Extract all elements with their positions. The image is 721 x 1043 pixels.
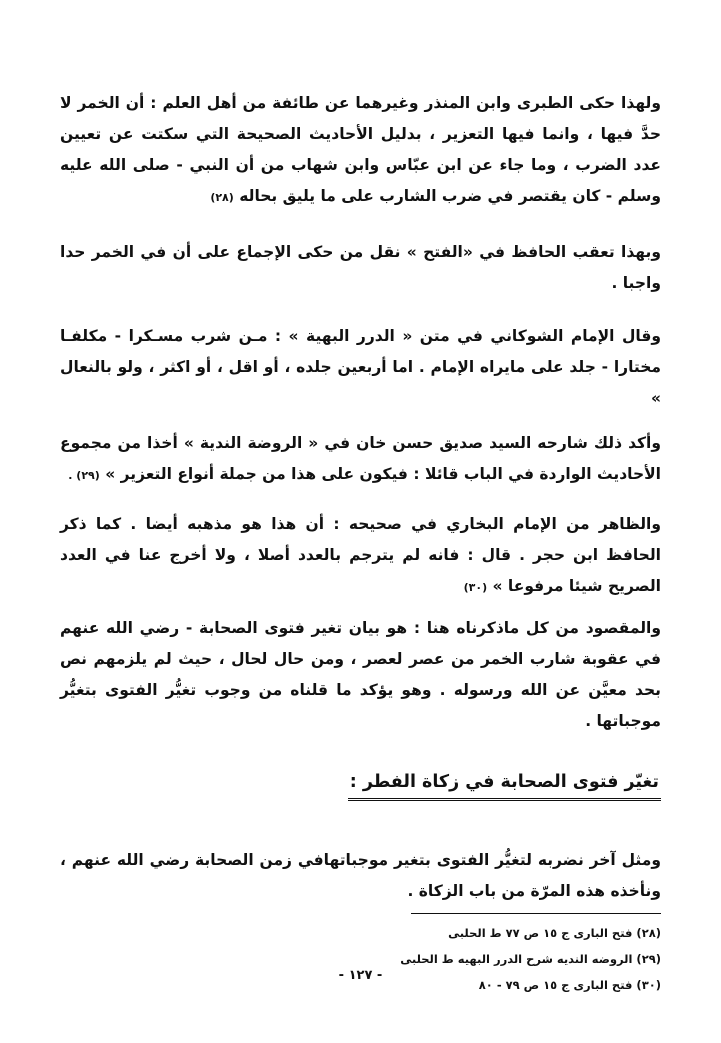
paragraph-no-hadd-opinion: ولهذا حكى الطبرى وابن المنذر وغيرهما عن طائفة من أهل العلم : أن الخمر لا حدَّ فيها ، وانما فيها التعزير ، بدليل الأحاديث الصحيحة التي سكتت عن تعيين عدد الضرب ، وما جاء عن ابن عبّاس وابن شهاب من أن النبي - صلى الله عليه وسلم - كان يقتصر في ضرب الشارب على ما يليق بحاله (٢٨) [60, 94, 661, 205]
footnote-28: (٢٨) فتح البارى ج ١٥ ص ٧٧ ط الحلبى [448, 926, 661, 940]
paragraph-shawkani: وقال الإمام الشوكاني في متن « الدرر البهية » : مـن شرب مسـكرا - مكلفـا مختارا - جلد على مايراه الإمام . اما أربعين جلده ، أو اقل ، أو اكثر ، ولو بالنعال » [60, 327, 661, 407]
footnote-29: (٢٩) الروضه النديه شرح الدرر البهيه ط الحلبى [400, 952, 661, 966]
paragraph-hafiz-fath: وبهذا تعقب الحافظ في «الفتح » نقل من حكى الإجماع على أن في الخمر حدا واجبا . [60, 243, 661, 292]
section-heading: تغيّر فتوى الصحابة في زكاة الفطر : [348, 767, 661, 801]
footnote-ref-28: (٢٨) [210, 191, 234, 204]
footnote-divider [411, 913, 661, 914]
paragraph-purpose: والمقصود من كل ماذكرناه هنا : هو بيان تغير فتوى الصحابة - رضي الله عنهم في عقوبة شارب الخمر من عصر لعصر ، ومن حال لحال ، حيث لم يلزمهم نص بحد معيَّن عن الله ورسوله . وهو يؤكد ما قلناه من وجوب تغيُّر الفتوى بتغيُّر موجباتها . [60, 619, 661, 730]
paragraph-bukhari: والظاهر من الإمام البخاري في صحيحه : أن هذا هو مذهبه أيضا . كما ذكر الحافظ ابن حجر . قال : فانه لم يترجم بالعدد أصلا ، ولا أخرج عنا في العدد الصريح شيئا مرفوعا » (٣٠) [60, 515, 661, 595]
footnote-ref-29: (٢٩) . [68, 469, 100, 482]
footnote-30: (٣٠) فتح البارى ج ١٥ ص ٧٩ - ٨٠ [478, 978, 661, 992]
footnote-ref-30: (٣٠) [463, 581, 488, 594]
page-number: - ١٢٧ - [338, 968, 383, 983]
footnotes-list [60, 920, 661, 998]
paragraph-siddiq-hasan-khan: وأكد ذلك شارحه السيد صديق حسن خان في « الروضة الندية » أخذا من مجموع الأحاديث الواردة في الباب قائلا : فيكون على هذا من جملة أنواع التعزير » (٢٩) . [60, 434, 661, 483]
section-heading-wrapper [60, 767, 661, 801]
paragraph-zakat-example: ومثل آخر نضربه لتغيُّر الفتوى بتغير موجباتهافي زمن الصحابة رضي الله عنهم ، ونأخذه هذه المرّة من باب الزكاة . [60, 851, 661, 900]
